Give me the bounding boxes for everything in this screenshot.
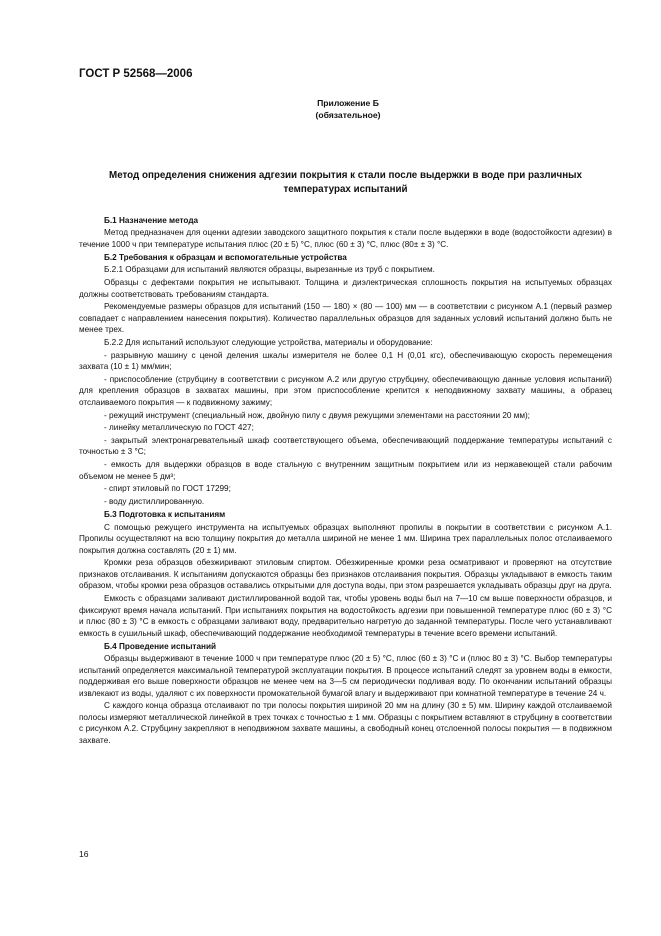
- document-header: ГОСТ Р 52568—2006: [79, 68, 193, 80]
- list-item: - разрывную машину с ценой деления шкалы измерителя не более 0,1 Н (0,01 кгс), обеспечивающую скорость перемещения захвата (10 ± 1) мм/мин;: [79, 350, 612, 372]
- list-item: - режущий инструмент (специальный нож, двойную пилу с двумя режущими элементами на расстоянии 20 мм);: [104, 410, 530, 420]
- paragraph: Образцы с дефектами покрытия не испытывают. Толщина и диэлектрическая сплошность покрытия на испытуемых образцах должны соответствовать требованиям стандарта.: [79, 278, 612, 299]
- paragraph: Б.2.1 Образцами для испытаний являются образцы, вырезанные из труб с покрытием.: [104, 265, 435, 275]
- annex-title: Приложение Б: [317, 98, 379, 108]
- paragraph: Б.2.2 Для испытаний используют следующие устройства, материалы и оборудование:: [104, 337, 433, 347]
- document-body: [79, 213, 612, 748]
- paragraph: Кромки реза образцов обезжиривают этиловым спиртом. Обезжиренные кромки реза осматривают и проверяют на отсутствие признаков отслаивания. К испытаниям допускаются образцы без признаков отслаивания покрытия. Образцы укладывают в емкость таким образом, чтобы кромки реза образцов оставались открытыми для доступа воды, при этом разрешается укладывать образцы друг на друга.: [79, 558, 612, 591]
- paragraph: С каждого конца образца отслаивают по три полосы покрытия шириной 20 мм на длину (30 ± 5) мм. Ширину каждой отслаиваемой полосы измеряют металлической линейкой в трех точках с точностью ± 1 мм. Образцы с покрытием вставляют в струбцину в соответствии с рисунком А.2. Струбцину закрепляют в неподвижном захвате машины, а свободный конец отслоенной полосы покрытия — в подвижном захвате.: [79, 701, 612, 745]
- list-item: - емкость для выдержки образцов в воде стальную с внутренним защитным покрытием или из нержавеющей стали рабочим объемом не менее 5 дм³;: [79, 460, 612, 481]
- paragraph: С помощью режущего инструмента на испытуемых образцах выполняют пропилы в покрытии в соответствии с рисунком А.1. Пропилы осуществляют на всю толщину покрытия до металла шириной не менее 1 мм. Ширина трех параллельных полос отслаиваемого покрытия должна составлять (20 ± 1) мм.: [79, 522, 612, 555]
- list-item: - воду дистиллированную.: [104, 496, 205, 506]
- list-item: - закрытый электронагревательный шкаф соответствующего объема, обеспечивающий поддержание температуры испытаний с точностью ± 3 °С;: [79, 435, 612, 457]
- paragraph: Емкость с образцами заливают дистиллированной водой так, чтобы уровень воды был на 7—10 см выше поверхности образцов, и фиксируют время начала испытаний. При испытаниях покрытия на водостойкость адгезии при повышенной температуре плюс (60 ± 3) °С и плюс (80 ± 3) °С в емкость с образцами заливают воду, предварительно нагретую до заданной температуры. После чего устанавливают емкость в сушильный шкаф, обеспечивающий поддержание необходимой температуры в течение всего времени испытаний.: [79, 594, 612, 638]
- section-heading-b3: Б.3 Подготовка к испытаниям: [104, 509, 226, 519]
- section-heading-b4: Б.4 Проведение испытаний: [104, 641, 217, 651]
- paragraph: Образцы выдерживают в течение 1000 ч при температуре плюс (20 ± 5) °С, плюс (60 ± 3) °С и (плюс 80 ± 3) °С. Выбор температуры испытаний определяется максимальной температурой эксплуатации покрытия. В процессе испытаний следят за уровнем воды в емкости, поддерживая его выше поверхности образцов не менее чем на 3—5 см периодически подливая воду. По окончании испытаний образцы извлекают из воды, удаляют с их поверхности промокательной бумагой влагу и выдерживают при комнатной температуре в течение 24 ч.: [79, 654, 612, 698]
- annex-label: [0, 97, 661, 121]
- list-item: - приспособление (струбцину в соответствии с рисунком А.2 или другую струбцину, обеспечивающую данные условия испытаний) для крепления образцов в захватах машины, при этом приспособление крепится к неподвижному захвату машины, а образец отслаиваемого покрытия — к подвижному зажиму;: [79, 374, 612, 407]
- annex-status: (обязательное): [315, 110, 381, 120]
- section-heading-b1: Б.1 Назначение метода: [104, 215, 199, 225]
- list-item: - линейку металлическую по ГОСТ 427;: [104, 423, 254, 433]
- list-item: - спирт этиловый по ГОСТ 17299;: [104, 484, 231, 494]
- paragraph: Метод предназначен для оценки адгезии заводского защитного покрытия к стали после выдержки в воде (водостойкости адгезии) в течение 1000 ч при температуре испытания плюс (20 ± 5) °С, плюс (60 ± 3) °С, плюс (80± ± 3) °С.: [79, 228, 612, 249]
- appendix-title: Метод определения снижения адгезии покрытия к стали после выдержки в воде при различных температурах испытаний: [109, 170, 582, 195]
- page-number: 16: [79, 849, 89, 859]
- section-heading-b2: Б.2 Требования к образцам и вспомогательные устройства: [104, 252, 347, 262]
- paragraph: Рекомендуемые размеры образцов для испытаний (150 — 180) × (80 — 100) мм — в соответствии с рисунком А.1 (первый размер совпадает с направлением нанесения покрытия). Количество параллельных образцов для заданных условий испытаний должно быть не менее трех.: [79, 302, 612, 335]
